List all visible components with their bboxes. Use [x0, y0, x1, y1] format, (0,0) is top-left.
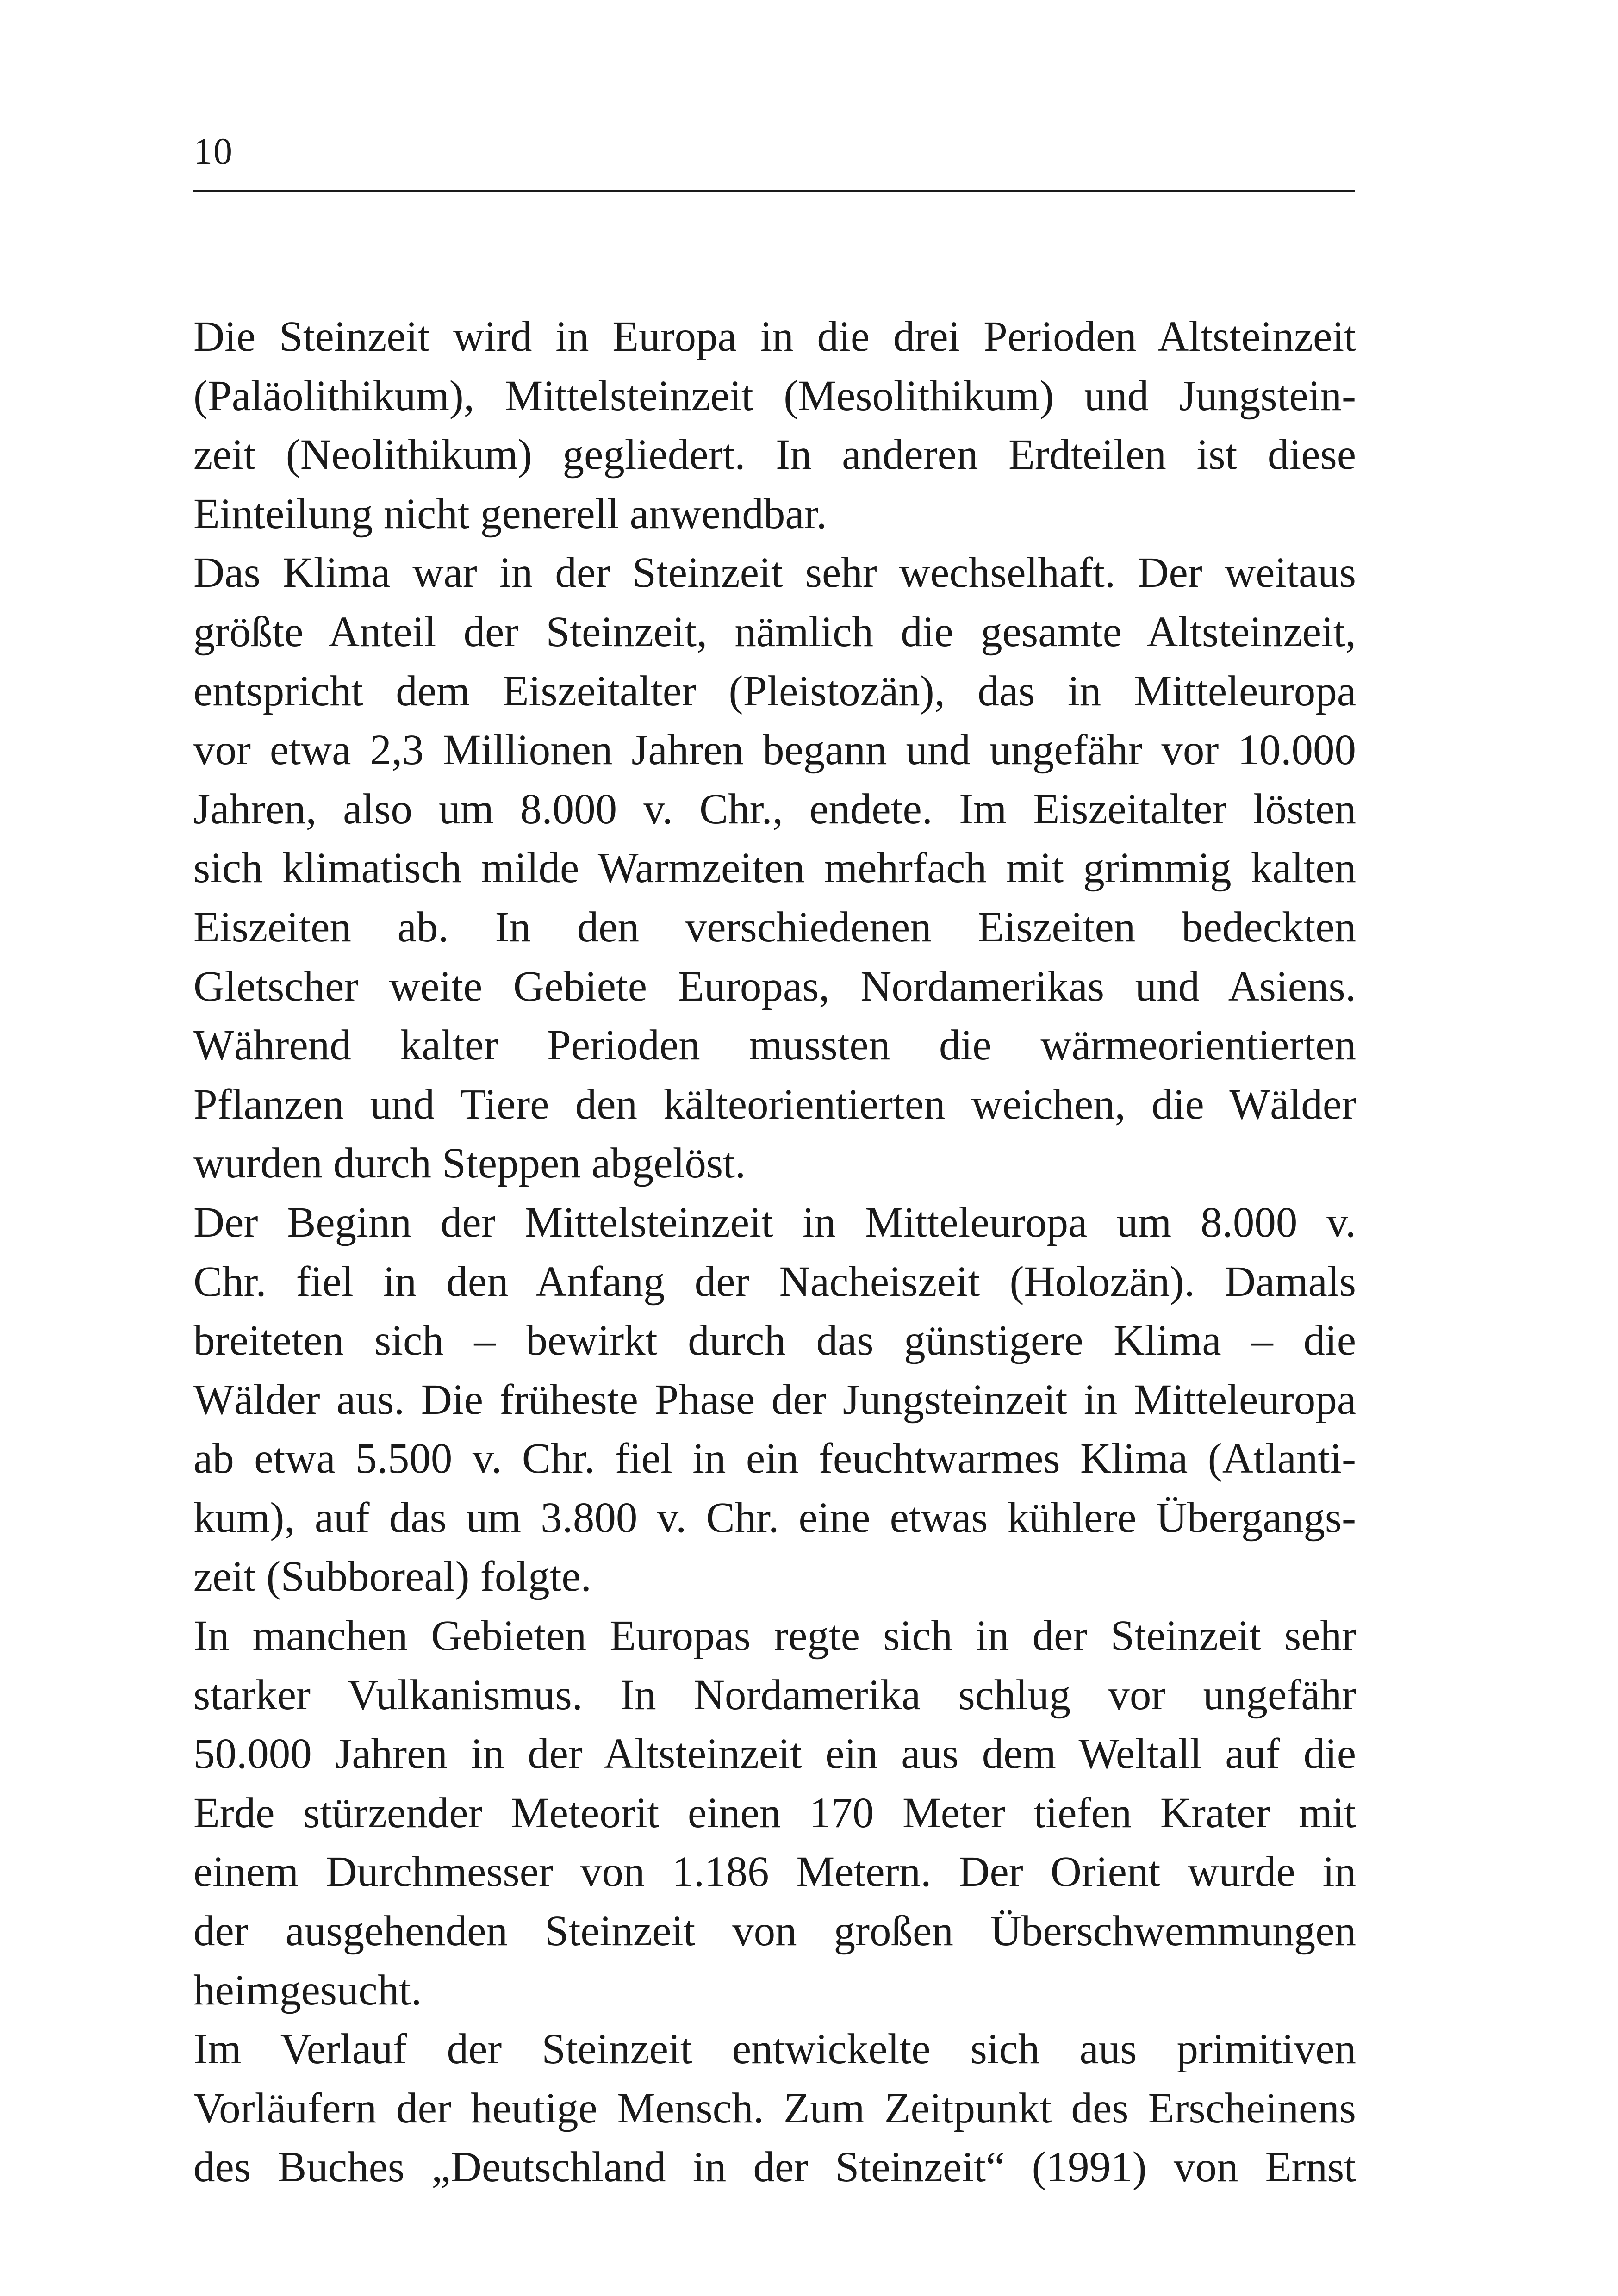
text-line: sich klimatisch milde Warmzeiten mehrfach mit grimmig kalten [193, 844, 1356, 892]
text-line: Die Steinzeit wird in Europa in die drei Perioden Altsteinzeit [193, 313, 1356, 361]
text-line: (Paläolithikum), Mittelsteinzeit (Mesolithikum) und Jungstein- [193, 372, 1356, 420]
text-line: der ausgehenden Steinzeit von großen Überschwemmungen [193, 1907, 1356, 1955]
text-line: In manchen Gebieten Europas regte sich in der Steinzeit sehr [193, 1612, 1356, 1660]
text-line: Das Klima war in der Steinzeit sehr wechselhaft. Der weitaus [193, 549, 1356, 597]
text-line: Während kalter Perioden mussten die wärmeorientierten [193, 1021, 1356, 1070]
text-line: Im Verlauf der Steinzeit entwickelte sich aus primitiven [193, 2025, 1356, 2073]
text-line: einem Durchmesser von 1.186 Metern. Der Orient wurde in [193, 1848, 1356, 1896]
text-line: vor etwa 2,3 Millionen Jahren begann und ungefähr vor 10.000 [193, 726, 1356, 774]
text-line: Wälder aus. Die früheste Phase der Jungsteinzeit in Mitteleuropa [193, 1375, 1356, 1424]
paragraph [193, 1606, 1356, 2020]
text-line: starker Vulkanismus. In Nordamerika schlug vor ungefähr [193, 1671, 1356, 1719]
text-line: ab etwa 5.500 v. Chr. fiel in ein feuchtwarmes Klima (Atlanti- [193, 1435, 1356, 1483]
text-line: Pflanzen und Tiere den kälteorientierten weichen, die Wälder [193, 1080, 1356, 1128]
text-line: breiteten sich – bewirkt durch das günstigere Klima – die [193, 1317, 1356, 1365]
text-line: Chr. fiel in den Anfang der Nacheiszeit (Holozän). Damals [193, 1257, 1356, 1306]
page-header [193, 132, 1355, 192]
paragraph [193, 1193, 1356, 1606]
text-line: zeit (Subboreal) folgte. [193, 1553, 591, 1601]
text-line: heimgesucht. [193, 1966, 422, 2014]
text-line: Eiszeiten ab. In den verschiedenen Eiszeiten bedeckten [193, 903, 1356, 951]
text-line: zeit (Neolithikum) gegliedert. In anderen Erdteilen ist diese [193, 431, 1356, 479]
text-line: Erde stürzender Meteorit einen 170 Meter tiefen Krater mit [193, 1789, 1356, 1837]
text-line: entspricht dem Eiszeitalter (Pleistozän), das in Mitteleuropa [193, 667, 1356, 715]
text-line: kum), auf das um 3.800 v. Chr. eine etwas kühlere Übergangs- [193, 1493, 1356, 1542]
body-text [193, 307, 1356, 2197]
text-line: wurden durch Steppen abgelöst. [193, 1139, 746, 1188]
text-line: des Buches „Deutschland in der Steinzeit“ (1991) von Ernst [193, 2143, 1356, 2191]
text-line: größte Anteil der Steinzeit, nämlich die gesamte Altsteinzeit, [193, 608, 1356, 656]
paragraph [193, 307, 1356, 543]
page-number: 10 [193, 130, 233, 172]
paragraph [193, 2020, 1356, 2197]
text-line: Einteilung nicht generell anwendbar. [193, 490, 827, 538]
text-line: Vorläufern der heutige Mensch. Zum Zeitpunkt des Erscheinens [193, 2084, 1356, 2132]
text-line: Jahren, also um 8.000 v. Chr., endete. Im Eiszeitalter lösten [193, 785, 1356, 833]
text-line: Gletscher weite Gebiete Europas, Nordamerikas und Asiens. [193, 962, 1356, 1010]
paragraph [193, 543, 1356, 1193]
text-line: Der Beginn der Mittelsteinzeit in Mitteleuropa um 8.000 v. [193, 1198, 1356, 1246]
text-line: 50.000 Jahren in der Altsteinzeit ein aus dem Weltall auf die [193, 1730, 1356, 1778]
